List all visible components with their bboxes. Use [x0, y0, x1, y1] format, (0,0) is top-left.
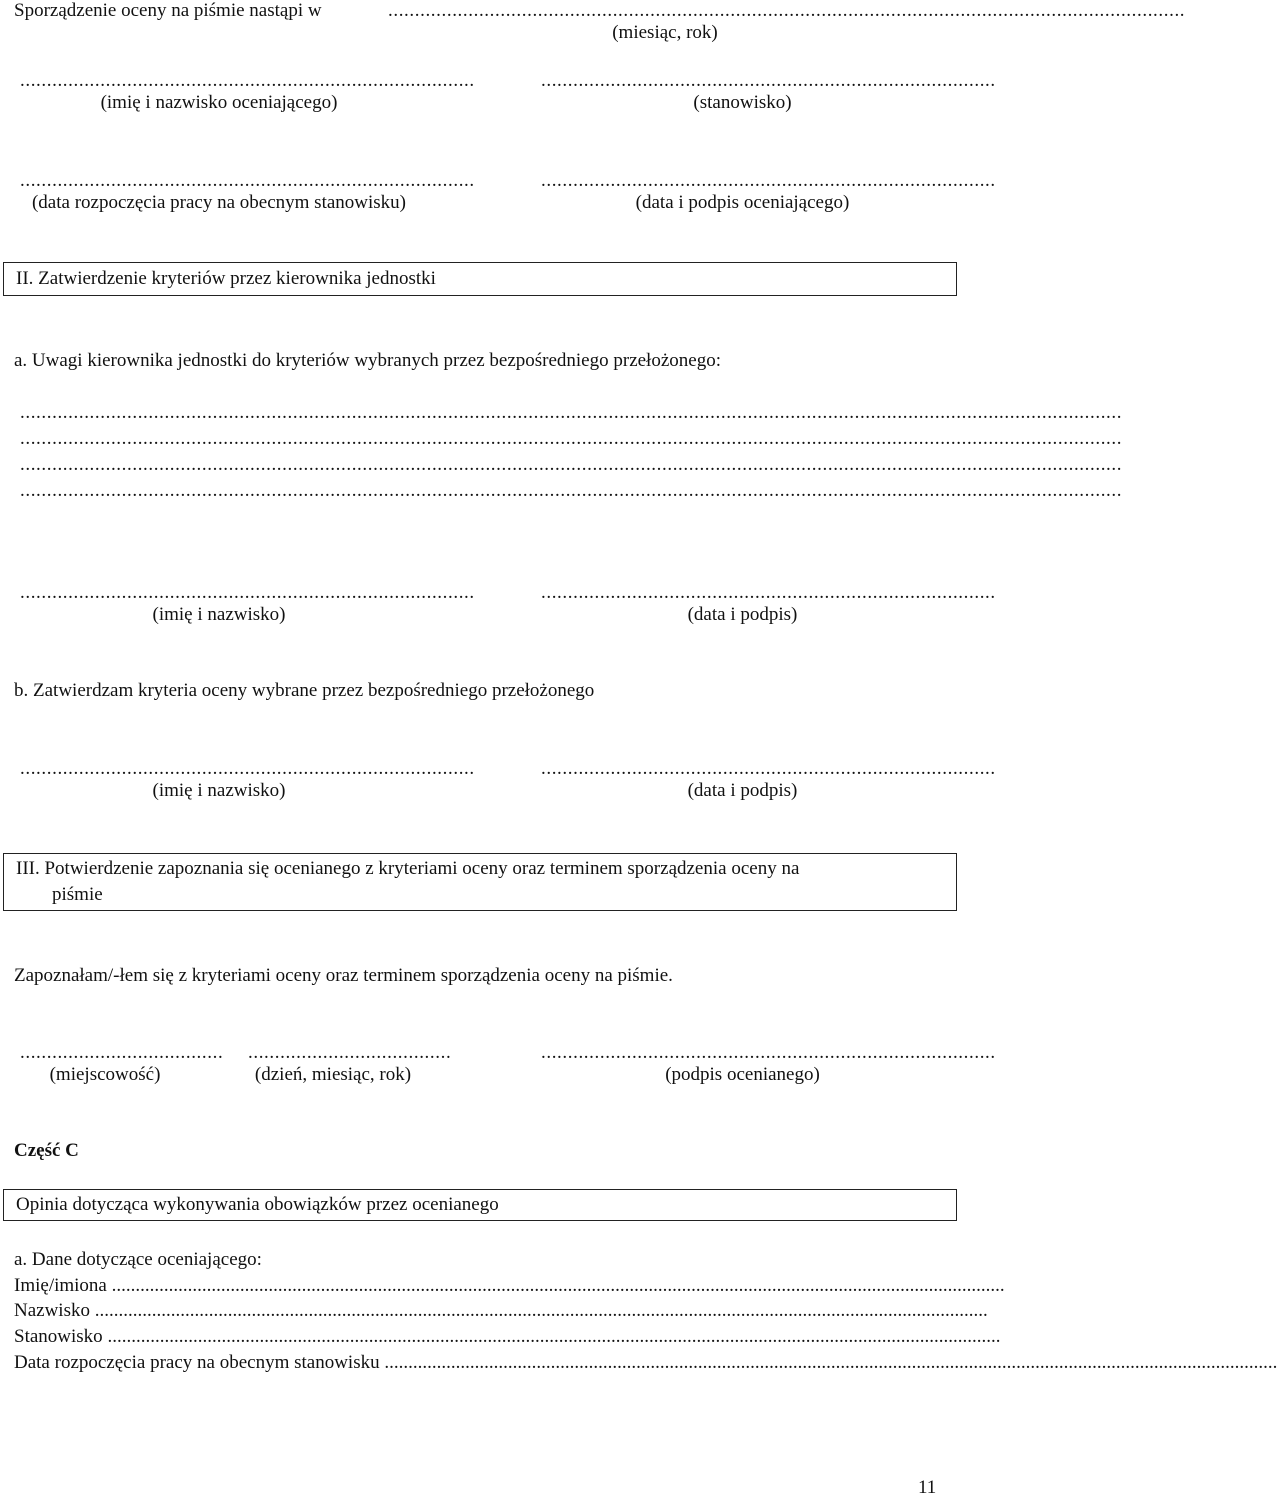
- start-date-caption: (data rozpoczęcia pracy na obecnym stanowisku): [31, 192, 407, 213]
- acknowledgement-text: Zapoznałam/-łem się z kryteriami oceny oraz terminem sporządzenia oceny na piśmie.: [14, 965, 673, 986]
- opinion-title: Opinia dotycząca wykonywania obowiązków przez ocenianego: [16, 1194, 499, 1215]
- start-date-row: [14, 1352, 1277, 1374]
- surname-row: [14, 1300, 988, 1322]
- note-line[interactable]: ..............................................................................................................................................................................................................: [20, 402, 1123, 423]
- approver-signature-field[interactable]: .....................................................................................: [541, 758, 996, 779]
- place-field[interactable]: ......................................: [20, 1042, 224, 1063]
- section-iii-title-box: [3, 853, 957, 911]
- assessed-signature-field[interactable]: .....................................................................................: [541, 1042, 996, 1063]
- start-date-field[interactable]: .....................................................................................: [20, 170, 475, 191]
- position-row: [14, 1326, 1001, 1348]
- assessment-date-label: Sporządzenie oceny na piśmie nastąpi w: [14, 0, 322, 21]
- note-line[interactable]: ..............................................................................................................................................................................................................: [20, 428, 1123, 449]
- assessor-name-caption: (imię i nazwisko oceniającego): [100, 92, 338, 113]
- surname-field[interactable]: ............................................................................................................................................................................................: [94, 1300, 988, 1321]
- approver-signature-caption: (data i podpis): [687, 780, 798, 801]
- page-number: 11: [918, 1477, 937, 1498]
- date-field[interactable]: ......................................: [248, 1042, 452, 1063]
- section-ii-title-box: [3, 262, 957, 296]
- assessment-date-field[interactable]: .....................................................................................................................................................: [388, 0, 1186, 21]
- first-names-label: Imię/imiona: [14, 1275, 107, 1296]
- approver-name-field[interactable]: .....................................................................................: [20, 758, 475, 779]
- opinion-title-box: [3, 1189, 957, 1221]
- surname-label: Nazwisko: [14, 1300, 90, 1321]
- assessor-signature-field[interactable]: .....................................................................................: [541, 170, 996, 191]
- manager-name-caption: (imię i nazwisko): [152, 604, 286, 625]
- manager-name-field[interactable]: .....................................................................................: [20, 582, 475, 603]
- month-year-caption: (miesiąc, rok): [612, 22, 718, 43]
- place-caption: (miejscowość): [49, 1064, 161, 1085]
- assessor-data-heading: a. Dane dotyczące oceniającego:: [14, 1249, 262, 1270]
- date-caption: (dzień, miesiąc, rok): [254, 1064, 412, 1085]
- assessed-signature-caption: (podpis ocenianego): [665, 1064, 820, 1085]
- manager-signature-field[interactable]: .....................................................................................: [541, 582, 996, 603]
- section-ii-title: II. Zatwierdzenie kryteriów przez kierownika jednostki: [16, 268, 436, 289]
- start-date-label: Data rozpoczęcia pracy na obecnym stanowisku: [14, 1352, 380, 1373]
- approver-name-caption: (imię i nazwisko): [152, 780, 286, 801]
- assessor-signature-caption: (data i podpis oceniającego): [635, 192, 850, 213]
- part-c-heading: Część C: [14, 1140, 79, 1161]
- item-b-label: b. Zatwierdzam kryteria oceny wybrane przez bezpośredniego przełożonego: [14, 680, 595, 701]
- section-iii-title-line2: piśmie: [52, 884, 103, 905]
- manager-signature-caption: (data i podpis): [687, 604, 798, 625]
- section-iii-title-line1: III. Potwierdzenie zapoznania się ocenianego z kryteriami oceny oraz terminem sporządzenia oceny na: [16, 858, 800, 879]
- position-value-field[interactable]: ............................................................................................................................................................................................: [107, 1326, 1001, 1347]
- first-names-row: [14, 1275, 1005, 1297]
- assessor-name-field[interactable]: .....................................................................................: [20, 70, 475, 91]
- first-names-field[interactable]: ............................................................................................................................................................................................: [111, 1275, 1005, 1296]
- item-a-label: a. Uwagi kierownika jednostki do kryteriów wybranych przez bezpośredniego przełożonego:: [14, 350, 721, 371]
- position-caption: (stanowisko): [693, 92, 792, 113]
- note-line[interactable]: ..............................................................................................................................................................................................................: [20, 480, 1123, 501]
- position-field[interactable]: .....................................................................................: [541, 70, 996, 91]
- start-date-value-field[interactable]: ............................................................................................................................................................................................: [384, 1352, 1277, 1373]
- note-line[interactable]: ..............................................................................................................................................................................................................: [20, 454, 1123, 475]
- position-label: Stanowisko: [14, 1326, 103, 1347]
